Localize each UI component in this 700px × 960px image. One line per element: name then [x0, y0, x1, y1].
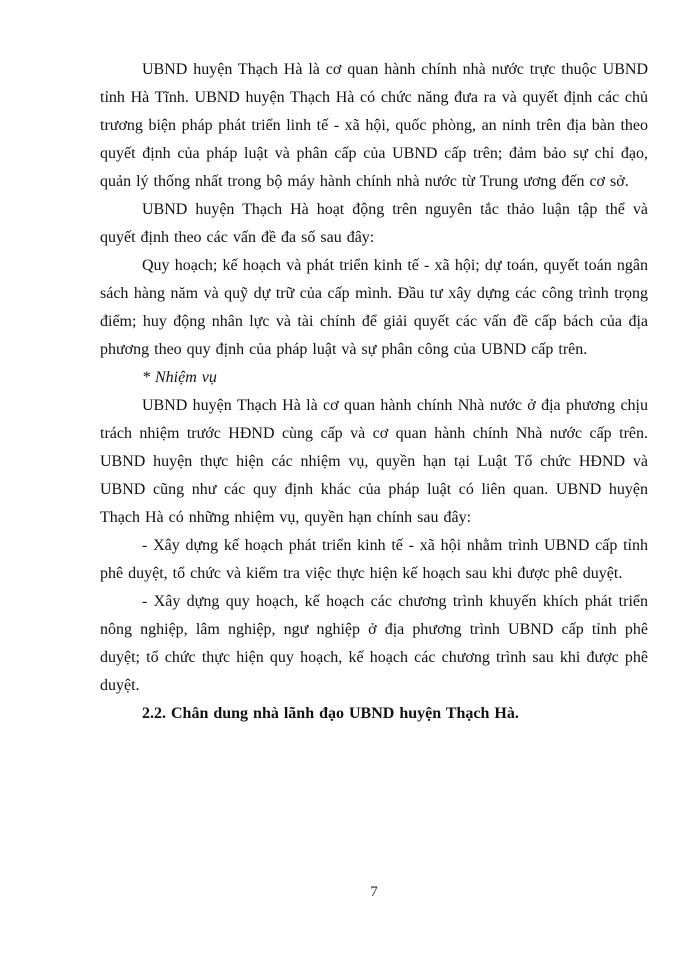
paragraph-planning-scope: Quy hoạch; kế hoạch và phát triển kinh tế - xã hội; dự toán, quyết toán ngân sách hàng năm và quỹ dự trữ của cấp mình. Đầu tư xây dựng các công trình trọng điểm; huy động nhân lực và tài chính để giải quyết các vấn đề cấp bách của địa phương theo quy định của pháp luật và sự phân công của UBND cấp trên. [100, 257, 648, 358]
paragraph-intro-functions: UBND huyện Thạch Hà là cơ quan hành chính nhà nước trực thuộc UBND tỉnh Hà Tĩnh. UBND huyện Thạch Hà có chức năng đưa ra và quyết định các chủ trương biện pháp phát triển linh tế - xã hội, quốc phòng, an ninh trên địa bàn theo quyết định của pháp luật và phân cấp của UBND cấp trên; đảm bảo sự chỉ đạo, quản lý thống nhất trong bộ máy hành chính nhà nước từ Trung ương đến cơ sở. [100, 61, 648, 190]
bullet-agriculture-programs: - Xây dựng quy hoạch, kế hoạch các chương trình khuyến khích phát triển nông nghiệp, lâm nghiệp, ngư nghiệp ở địa phương trình UBND cấp tỉnh phê duyệt; tổ chức thực hiện quy hoạch, kế hoạch các chương trình sau khi được phê duyệt. [100, 593, 648, 694]
section-heading-2-2: 2.2. Chân dung nhà lãnh đạo UBND huyện Thạch Hà. [142, 705, 519, 722]
bullet-plan-development: - Xây dựng kế hoạch phát triển kinh tế - xã hội nhằm trình UBND cấp tỉnh phê duyệt, tổ chức và kiểm tra việc thực hiện kế hoạch sau khi được phê duyệt. [100, 537, 648, 582]
document-body [100, 56, 648, 728]
page-number: 7 [370, 884, 378, 900]
paragraph-operating-principle: UBND huyện Thạch Hà hoạt động trên nguyên tắc thảo luận tập thể và quyết định theo các vấn đề đa số sau đây: [100, 201, 648, 246]
subheading-nhiem-vu: * Nhiệm vụ [142, 369, 217, 386]
paragraph-responsibilities: UBND huyện Thạch Hà là cơ quan hành chính Nhà nước ở địa phương chịu trách nhiệm trước HĐND cùng cấp và cơ quan hành chính Nhà nước cấp trên. UBND huyện thực hiện các nhiệm vụ, quyền hạn tại Luật Tổ chức HĐND và UBND cũng như các quy định khác của pháp luật có liên quan. UBND huyện Thạch Hà có những nhiệm vụ, quyền hạn chính sau đây: [100, 397, 648, 526]
